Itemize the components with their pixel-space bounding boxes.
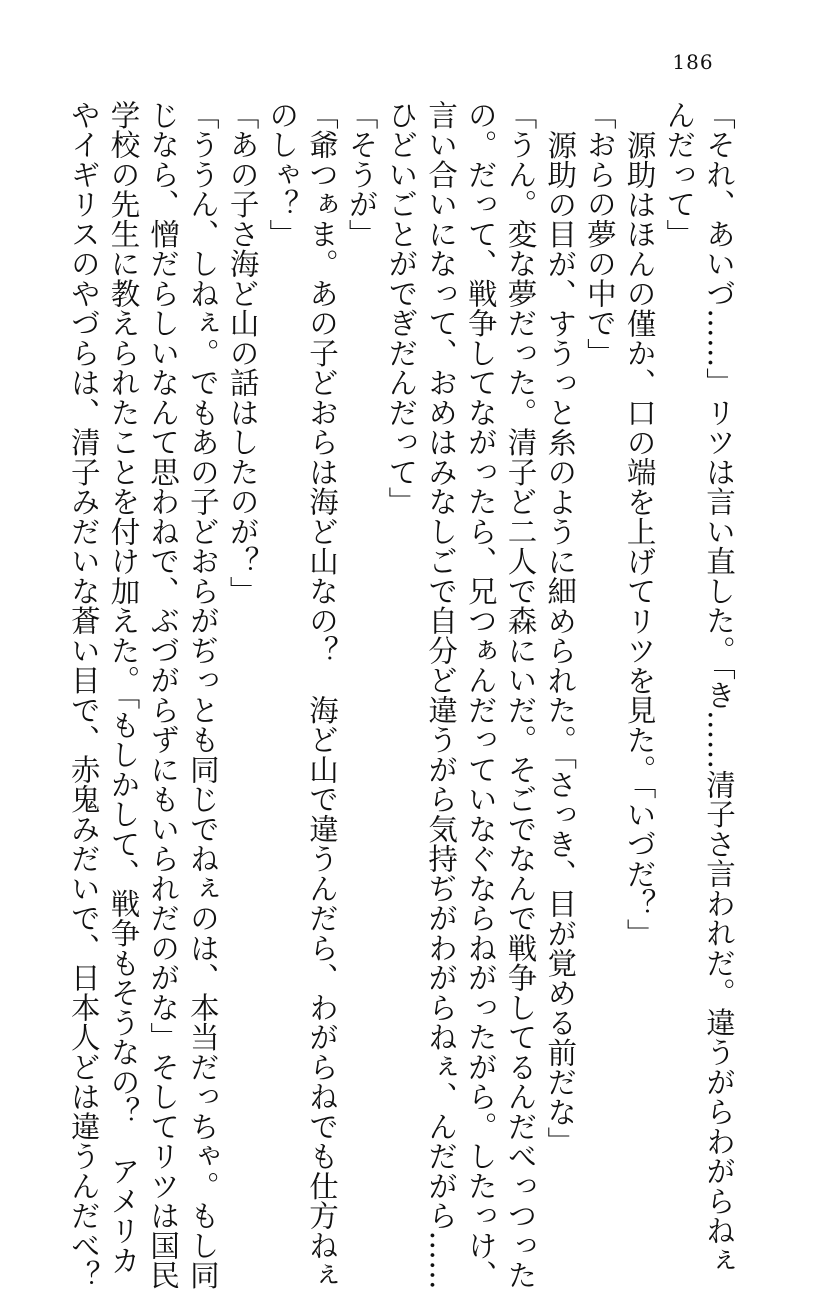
text-line: んだって」 [662, 100, 697, 249]
text-line: 源助の目が、すうっと糸のように細められた。「さっき、目が覚める前だな」 [543, 129, 578, 1156]
text-line: 「おらの夢の中で」 [582, 100, 617, 368]
text-line: 学校の先生に教えられたことを付け加えた。「もしかして、戦争もそうなの？ アメリカ [106, 100, 141, 1276]
text-line: 「あの子さ海ど山の話はしたのが？」 [225, 100, 260, 606]
text-line: 「それ、あいづ……」リツは言い直した。「き……清子さ言われだ。違うがらわがらねぇ [702, 100, 736, 1276]
text-line: 言い合いになって、おめはみなしごで自分ど違うがら気持ぢがわがらねぇ、んだがら…… [424, 100, 459, 1290]
text-line: 「爺つぁま。あの子どおらは海ど山なの？ 海ど山で違うんだら、わがらねでも仕方ねぇ [304, 100, 339, 1290]
text-line: 「ううん、しねぇ。でもあの子どおらがぢっとも同じでねぇのは、本当だっちゃ。もし同 [185, 100, 220, 1290]
text-line: のしゃ？」 [265, 100, 300, 249]
text-line: の。だって、戦争してながったら、兄つぁんだっていなぐならねがったがら。したっけ、 [463, 100, 498, 1290]
text-line: 「うん。変な夢だった。清子ど二人で森にいだ。そごでなんで戦争してるんだべっつった [503, 100, 538, 1290]
text-line: 「そうが」 [344, 100, 379, 249]
text-line: じなら、憎だらしいなんて思わねで、ぶづがらずにもいられだのがな」そしてリツは国民 [146, 100, 181, 1290]
vertical-text-body [63, 100, 738, 1290]
text-line: ひどいごとがでぎだんだって」 [384, 100, 419, 517]
page-number: 186 [672, 50, 714, 74]
text-line: 源助はほんの僅か、口の端を上げてリツを見た。「いづだ？」 [622, 129, 657, 948]
text-line: やイギリスのやづらは、清子みだいな蒼い目で、赤鬼みだいで、日本人どは違うんだべ？ [66, 100, 101, 1290]
